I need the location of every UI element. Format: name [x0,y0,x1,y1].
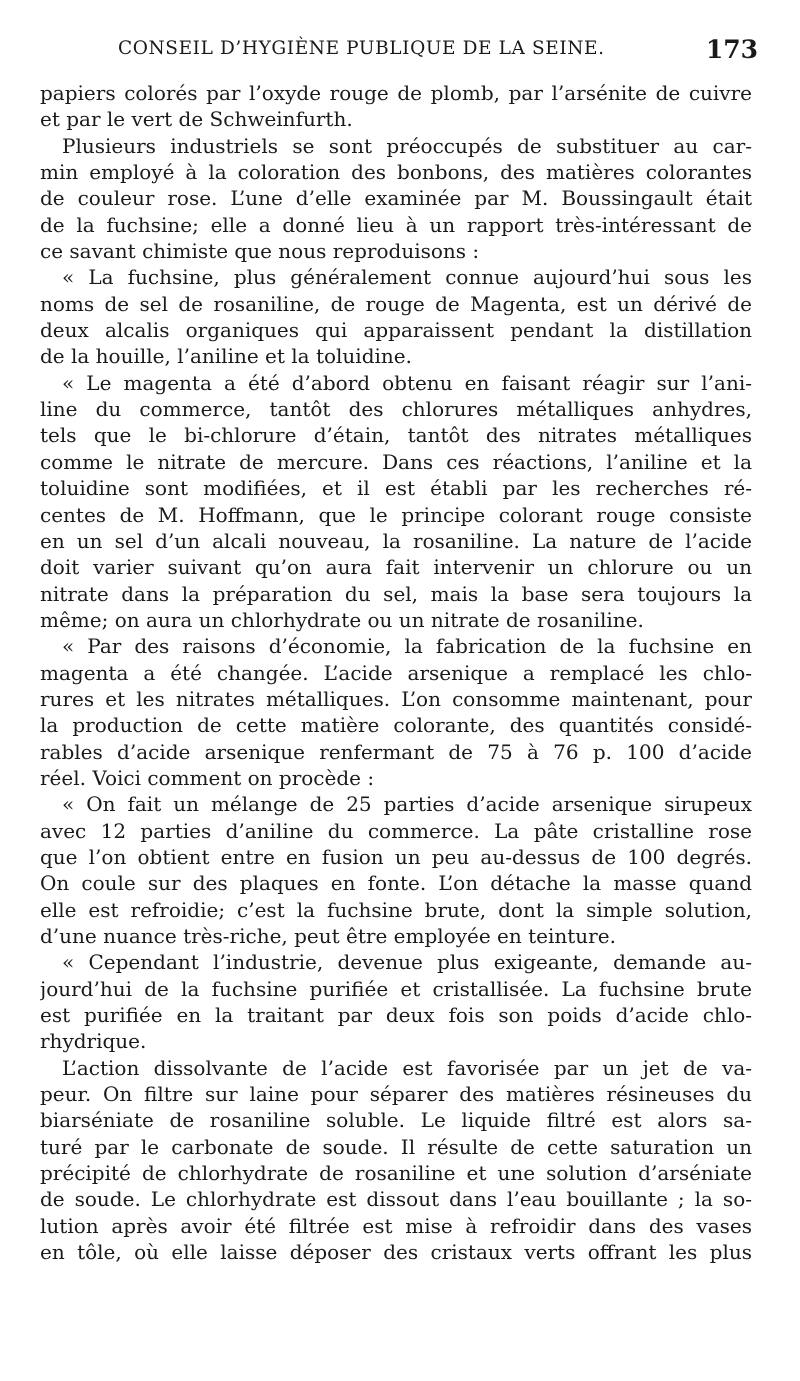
text-line: est purifiée en la traitant par deux fois son poids d’acide chlo- [40,1003,752,1028]
text-line: papiers colorés par l’oxyde rouge de plomb, par l’arsénite de cuivre [40,81,752,105]
text-line: toluidine sont modifiées, et il est établi par les recherches ré- [40,476,752,501]
page-number: 173 [705,35,758,64]
running-head: CONSEIL D’HYGIÈNE PUBLIQUE DE LA SEINE. [118,38,605,59]
text-line: « Cependant l’industrie, devenue plus exigeante, demande au- [62,950,752,975]
text-line: elle est refroidie; c’est la fuchsine brute, dont la simple solution, [40,897,752,922]
text-line: ce savant chimiste que nous reproduisons : [40,239,480,264]
text-line: « Par des raisons d’économie, la fabrication de la fuchsine en [62,634,752,659]
text-line: que l’on obtient entre en fusion un peu au-dessus de 100 degrés. [40,844,752,869]
text-line: rures et les nitrates métalliques. L’on consomme maintenant, pour [40,686,752,711]
text-line: tels que le bi-chlorure d’étain, tantôt des nitrates métalliques [40,423,752,448]
text-line: de soude. Le chlorhydrate est dissout dans l’eau bouillante ; la so- [40,1187,752,1212]
text-line: Plusieurs industriels se sont préoccupés de substituer au car- [62,133,752,158]
text-line: On coule sur des plaques en fonte. L’on détache la masse quand [40,871,752,896]
text-line: biarséniate de rosaniline soluble. Le liquide filtré est alors sa- [40,1108,752,1133]
text-line: nitrate dans la préparation du sel, mais la base sera toujours la [40,581,752,606]
text-line: turé par le carbonate de soude. Il résulte de cette saturation un [40,1134,752,1159]
text-line: en tôle, où elle laisse déposer des cristaux verts offrant les plus [40,1240,752,1265]
text-line: line du commerce, tantôt des chlorures métalliques anhydres, [40,397,752,422]
text-line: doit varier suivant qu’on aura fait intervenir un chlorure ou un [40,555,752,580]
text-line: deux alcalis organiques qui apparaissent pendant la distillation [40,318,752,343]
text-line: et par le vert de Schweinfurth. [40,107,353,132]
text-line: de couleur rose. L’une d’elle examinée par M. Boussingault était [40,186,752,211]
text-line: de la fuchsine; elle a donné lieu à un rapport très-intéressant de [40,212,752,237]
text-line: magenta a été changée. L’acide arsenique a remplacé les chlo- [40,660,752,685]
text-line: min employé à la coloration des bonbons, des matières colorantes [40,160,752,185]
body-text [40,80,752,1265]
text-line: « La fuchsine, plus généralement connue aujourd’hui sous les [62,265,752,290]
text-line: jourd’hui de la fuchsine purifiée et cristallisée. La fuchsine brute [40,976,752,1001]
text-line: d’une nuance très-riche, peut être employée en teinture. [40,924,616,948]
text-line: peur. On filtre sur laine pour séparer des matières résineuses du [40,1082,752,1107]
text-line: réel. Voici comment on procède : [40,765,375,790]
page-header [118,35,758,72]
text-line: même; on aura un chlorhydrate ou un nitrate de rosaniline. [40,607,644,632]
text-line: la production de cette matière colorante, des quantités considé- [40,713,752,738]
text-line: en un sel d’un alcali nouveau, la rosaniline. La nature de l’acide [40,528,752,553]
text-line: noms de sel de rosaniline, de rouge de Magenta, est un dérivé de [40,291,752,316]
text-line: « Le magenta a été d’abord obtenu en faisant réagir sur l’ani- [62,370,752,395]
text-line: avec 12 parties d’aniline du commerce. La pâte cristalline rose [40,818,752,843]
text-line: « On fait un mélange de 25 parties d’acide arsenique sirupeux [62,792,752,817]
text-line: de la houille, l’aniline et la toluidine. [40,344,412,369]
text-line: lution après avoir été filtrée est mise à refroidir dans des vases [40,1213,752,1238]
text-line: rhydrique. [40,1029,147,1054]
text-line: centes de M. Hoffmann, que le principe colorant rouge consiste [40,502,752,527]
text-line: rables d’acide arsenique renfermant de 75 à 76 p. 100 d’acide [40,739,752,764]
text-line: comme le nitrate de mercure. Dans ces réactions, l’aniline et la [40,449,752,474]
text-line: L’action dissolvante de l’acide est favorisée par un jet de va- [62,1055,752,1080]
text-line: précipité de chlorhydrate de rosaniline et une solution d’arséniate [40,1161,752,1186]
